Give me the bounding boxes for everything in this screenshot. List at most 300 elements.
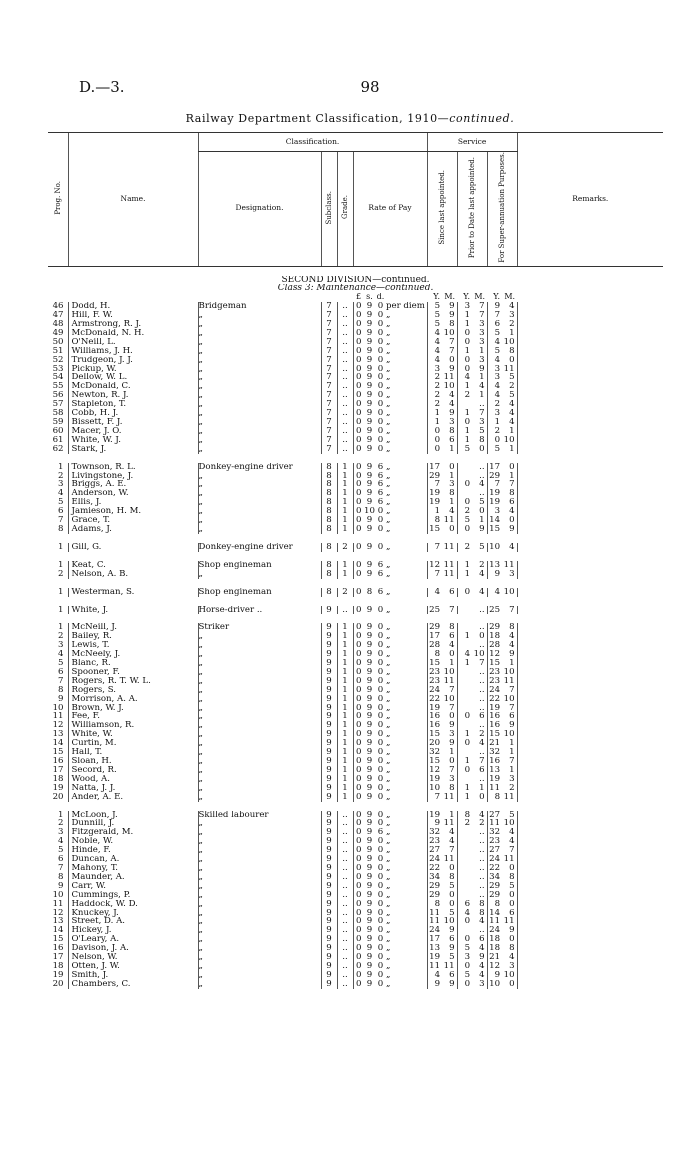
cell-super-months: 4 [509, 507, 515, 517]
cell-name: Hill, F. W. [68, 311, 198, 320]
cell-prior-years: 1 [457, 427, 472, 436]
cell-since-months: 6 [449, 970, 455, 980]
cell-name: Davison, J. A. [68, 944, 198, 953]
cell-since-months: 11 [443, 792, 455, 802]
cell-super-years: 12 [487, 650, 502, 659]
table-row [48, 962, 663, 971]
table-row [48, 570, 663, 579]
table-row [48, 882, 663, 891]
cell-pay-period: „ [386, 605, 391, 615]
header-name: Name. [68, 133, 198, 267]
cell-prior-months: .. [479, 828, 485, 838]
cell-since-years: 8 [427, 650, 442, 659]
cell-pay-shillings: 9 [366, 311, 373, 321]
cell-pay-period: „ [386, 783, 391, 793]
cell-subclass: 8 [321, 463, 337, 472]
cell-pay-pence: 0 [377, 917, 384, 927]
table-row [48, 338, 663, 347]
cell-prior-years [457, 846, 472, 855]
cell-name: Briggs, A. E. [68, 480, 198, 489]
cell-pay-shillings: 9 [366, 828, 373, 838]
unit-months: M. [444, 293, 456, 302]
cell-since-years: 10 [427, 784, 442, 793]
cell-super-years: 29 [487, 882, 502, 891]
cell-pay-pounds: 0 [353, 686, 364, 695]
cell-pay-shillings: 9 [366, 979, 373, 989]
cell-pay-pence: 0 [377, 757, 384, 766]
cell-pay-period: „ [386, 364, 391, 374]
cell-prior-years: 1 [457, 793, 472, 802]
cell-since-years: 0 [427, 436, 442, 445]
cell-prog-no: 6 [58, 667, 64, 677]
cell-designation: „ [198, 436, 321, 445]
cell-pay-pounds: 0 [353, 436, 364, 445]
cell-pay-period: „ [386, 320, 391, 329]
cell-pay-shillings: 9 [366, 471, 373, 481]
cell-since-years: 16 [427, 721, 442, 730]
cell-pay-pence: 0 [377, 846, 384, 856]
cell-pay-pounds: 0 [353, 302, 364, 311]
cell-prog-no: 8 [58, 524, 64, 534]
cell-designation: „ [198, 721, 321, 730]
cell-grade: 1 [337, 463, 353, 472]
cell-pay-pence: 0 [377, 659, 384, 668]
cell-pay-pence: 0 [377, 426, 384, 436]
cell-prior-months: 5 [479, 542, 485, 552]
cell-pay-shillings: 9 [366, 721, 373, 731]
cell-grade: 1 [337, 677, 353, 686]
cell-since-months: 0 [449, 355, 455, 365]
cell-pay-shillings: 9 [366, 498, 373, 508]
cell-name: Williamson, R. [68, 721, 198, 730]
header-rate-of-pay: Rate of Pay [353, 152, 427, 267]
cell-designation: „ [198, 828, 321, 837]
cell-prior-months: 4 [479, 961, 485, 971]
cell-prior-years: 0 [457, 480, 472, 489]
cell-pay-pounds: 0 [353, 677, 364, 686]
table-row [48, 695, 663, 704]
cell-designation: „ [198, 757, 321, 766]
cell-prior-months: 6 [479, 765, 485, 775]
cell-grade: .. [337, 846, 353, 855]
cell-remarks [517, 329, 663, 338]
cell-pay-shillings: 9 [366, 881, 373, 891]
cell-pay-period: „ [386, 516, 391, 525]
cell-remarks [517, 944, 663, 953]
running-title [0, 112, 700, 125]
cell-designation: „ [198, 641, 321, 650]
cell-since-months: 1 [449, 498, 455, 508]
cell-since-months: 7 [449, 765, 455, 775]
cell-pay-pence: 0 [377, 507, 384, 517]
cell-prog-no: 48 [52, 320, 64, 329]
cell-pay-pounds: 0 [353, 623, 364, 632]
cell-remarks [517, 686, 663, 695]
cell-prior-years: 3 [457, 953, 472, 962]
cell-super-years: 19 [487, 704, 502, 713]
cell-since-months: 6 [449, 935, 455, 945]
cell-remarks [517, 382, 663, 391]
cell-pay-shillings: 9 [366, 765, 373, 775]
cell-prior-months: .. [479, 863, 485, 873]
cell-prior-years: 1 [457, 561, 472, 570]
cell-prior-months: 8 [479, 899, 485, 909]
cell-super-months: 6 [509, 908, 515, 918]
cell-prog-no: 53 [52, 364, 64, 374]
cell-designation: „ [198, 418, 321, 427]
cell-pay-pounds: 0 [353, 811, 364, 820]
cell-prior-months: 3 [479, 337, 485, 347]
cell-pay-shillings: 9 [366, 650, 373, 660]
cell-pay-pounds: 0 [353, 971, 364, 980]
cell-super-months: 3 [509, 311, 515, 321]
cell-prog-no: 11 [52, 712, 64, 722]
cell-pay-pence: 0 [377, 783, 384, 793]
cell-pay-pounds: 0 [353, 338, 364, 347]
cell-pay-pounds: 0 [353, 347, 364, 356]
cell-pay-shillings: 9 [366, 605, 373, 615]
cell-designation: „ [198, 311, 321, 320]
cell-pay-pence: 0 [377, 855, 384, 864]
header-since-last: Since last appointed. [427, 152, 457, 267]
cell-super-years: 23 [487, 677, 502, 686]
cell-super-months: 8 [509, 944, 515, 954]
cell-grade: .. [337, 347, 353, 356]
cell-prior-months: 4 [479, 382, 485, 392]
cell-pay-pounds: 0 [353, 632, 364, 641]
cell-designation: „ [198, 632, 321, 641]
cell-since-months: 9 [449, 409, 455, 418]
cell-name: Dodd, H. [68, 302, 198, 311]
cell-prog-no: 10 [52, 890, 64, 900]
cell-remarks [517, 882, 663, 891]
cell-subclass: 7 [321, 347, 337, 356]
cell-pay-pounds: 0 [353, 926, 364, 935]
cell-pay-period: „ [386, 855, 391, 864]
cell-pay-shillings: 9 [366, 757, 373, 766]
cell-prog-no: 51 [52, 346, 64, 356]
cell-remarks [517, 650, 663, 659]
cell-prog-no: 16 [52, 757, 64, 766]
cell-pay-shillings: 9 [366, 302, 373, 312]
table-row [48, 400, 663, 409]
cell-subclass: 9 [321, 757, 337, 766]
cell-since-months: 7 [449, 685, 455, 695]
cell-prog-no: 1 [58, 462, 64, 472]
cell-subclass: 9 [321, 962, 337, 971]
cell-pay-pounds: 0 [353, 855, 364, 864]
cell-pay-pence: 6 [377, 498, 384, 508]
cell-super-years: 11 [487, 784, 502, 793]
cell-remarks [517, 721, 663, 730]
cell-since-months: 0 [449, 712, 455, 722]
cell-grade: .. [337, 980, 353, 989]
cell-name: Dunnill, J. [68, 819, 198, 828]
cell-super-years: 8 [487, 900, 502, 909]
cell-super-months: 0 [509, 863, 515, 873]
cell-pay-pence: 0 [377, 730, 384, 740]
cell-prior-years [457, 641, 472, 650]
cell-subclass: 9 [321, 712, 337, 721]
cell-prog-no: 13 [52, 917, 64, 927]
cell-prog-no: 17 [52, 765, 64, 775]
cell-pay-shillings: 9 [366, 676, 373, 686]
cell-subclass: 9 [321, 935, 337, 944]
cell-pay-shillings: 9 [366, 409, 373, 418]
cell-super-months: 10 [503, 435, 515, 445]
cell-super-months: 2 [509, 382, 515, 392]
cell-pay-pence: 0 [377, 863, 384, 873]
cell-since-months: 9 [449, 979, 455, 989]
cell-since-years: 24 [427, 686, 442, 695]
cell-name: Wood, A. [68, 775, 198, 784]
cell-prog-no: 54 [52, 373, 64, 383]
cell-designation: „ [198, 864, 321, 873]
cell-pay-pounds: 0 [353, 828, 364, 837]
cell-prior-months: 6 [479, 712, 485, 722]
cell-prior-months: .. [479, 605, 485, 615]
cell-super-months: 5 [509, 391, 515, 401]
cell-prog-no: 6 [58, 855, 64, 864]
cell-super-months: 4 [509, 828, 515, 838]
cell-since-months: 0 [449, 863, 455, 873]
cell-grade: 1 [337, 650, 353, 659]
cell-pay-shillings: 9 [366, 641, 373, 651]
cell-grade: 1 [337, 472, 353, 481]
cell-pay-pounds: 0 [353, 704, 364, 713]
cell-pay-pence: 0 [377, 382, 384, 392]
cell-grade: 1 [337, 525, 353, 534]
cell-prog-no: 59 [52, 418, 64, 427]
cell-pay-pounds: 0 [353, 891, 364, 900]
cell-super-years: 15 [487, 730, 502, 739]
cell-subclass: 7 [321, 356, 337, 365]
cell-prior-months: 1 [479, 516, 485, 525]
cell-since-years: 7 [427, 570, 442, 579]
cell-pay-period: „ [386, 961, 391, 971]
cell-since-years: 2 [427, 373, 442, 382]
cell-pay-pence: 0 [377, 899, 384, 909]
cell-pay-pounds: 0 [353, 561, 364, 570]
cell-since-months: 3 [449, 730, 455, 740]
cell-remarks [517, 980, 663, 989]
cell-pay-pounds: 0 [353, 712, 364, 721]
cell-designation: „ [198, 712, 321, 721]
cell-prior-years: 5 [457, 971, 472, 980]
cell-prior-months: .. [479, 685, 485, 695]
cell-since-months: 4 [449, 641, 455, 651]
cell-designation: „ [198, 891, 321, 900]
cell-pay-period: „ [386, 650, 391, 660]
cell-grade: 2 [337, 588, 353, 597]
cell-prog-no: 6 [58, 507, 64, 517]
cell-prior-months: 7 [479, 409, 485, 418]
cell-prior-years: 8 [457, 811, 472, 820]
cell-prog-no: 3 [58, 480, 64, 490]
cell-designation: „ [198, 498, 321, 507]
cell-since-months: 5 [449, 881, 455, 891]
table-row [48, 748, 663, 757]
cell-designation: „ [198, 338, 321, 347]
cell-subclass: 8 [321, 498, 337, 507]
cell-pay-shillings: 9 [366, 917, 373, 927]
cell-pay-period: „ [386, 944, 391, 954]
cell-prior-years [457, 623, 472, 632]
cell-pay-shillings: 9 [366, 783, 373, 793]
cell-designation: Horse-driver .. [198, 606, 321, 615]
cell-grade: 1 [337, 757, 353, 766]
cell-prog-no: 8 [58, 685, 64, 695]
cell-pay-pence: 0 [377, 792, 384, 802]
cell-pay-shillings: 9 [366, 792, 373, 802]
cell-since-months: 1 [449, 659, 455, 668]
cell-super-years: 1 [487, 418, 502, 427]
cell-super-years: 32 [487, 828, 502, 837]
cell-subclass: 9 [321, 953, 337, 962]
cell-since-months: 11 [443, 560, 455, 570]
table-row [48, 463, 663, 472]
cell-grade: .. [337, 606, 353, 615]
cell-pay-pence: 6 [377, 560, 384, 570]
cell-pay-pence: 6 [377, 489, 384, 499]
table-row [48, 819, 663, 828]
cell-prior-months: 1 [479, 783, 485, 793]
cell-name: Secord, R. [68, 766, 198, 775]
table-row [48, 971, 663, 980]
cell-since-months: 10 [443, 694, 455, 704]
cell-super-months: 6 [509, 498, 515, 508]
cell-prior-years: 1 [457, 632, 472, 641]
cell-pay-pence: 0 [377, 890, 384, 900]
cell-prior-years [457, 882, 472, 891]
cell-subclass: 9 [321, 606, 337, 615]
cell-prog-no: 4 [58, 837, 64, 847]
cell-pay-period: „ [386, 409, 391, 418]
cell-pay-pence: 0 [377, 328, 384, 338]
group-spacer [48, 597, 663, 606]
cell-grade: 1 [337, 659, 353, 668]
cell-designation: „ [198, 356, 321, 365]
cell-super-years: 3 [487, 409, 502, 418]
cell-pay-shillings: 9 [366, 659, 373, 668]
cell-name: Pickup, W. [68, 365, 198, 374]
cell-prior-months: 3 [479, 328, 485, 338]
cell-pay-pounds: 0 [353, 489, 364, 498]
table-row [48, 926, 663, 935]
cell-since-years: 1 [427, 418, 442, 427]
cell-prog-no: 9 [58, 694, 64, 704]
cell-super-years: 27 [487, 846, 502, 855]
cell-prog-no: 7 [58, 516, 64, 525]
cell-subclass: 7 [321, 302, 337, 311]
cell-prior-months: 9 [479, 524, 485, 534]
cell-pay-pounds: 0 [353, 409, 364, 418]
cell-prog-no: 56 [52, 391, 64, 401]
cell-grade: .. [337, 935, 353, 944]
cell-since-years: 2 [427, 382, 442, 391]
cell-pay-shillings: 9 [366, 462, 373, 472]
cell-since-months: 1 [449, 471, 455, 481]
cell-since-months: 11 [443, 569, 455, 579]
cell-grade: .. [337, 373, 353, 382]
cell-pay-pence: 0 [377, 632, 384, 642]
table-row [48, 445, 663, 454]
cell-subclass: 8 [321, 561, 337, 570]
cell-pay-pounds: 0 [353, 695, 364, 704]
cell-pay-pounds: 0 [353, 864, 364, 873]
cell-super-years: 3 [487, 507, 502, 516]
cell-since-years: 8 [427, 900, 442, 909]
cell-prior-months: 7 [479, 302, 485, 312]
cell-prior-years: 0 [457, 980, 472, 989]
cell-pay-shillings: 9 [366, 774, 373, 784]
table-row [48, 864, 663, 873]
cell-prior-years [457, 677, 472, 686]
cell-super-years: 21 [487, 953, 502, 962]
cell-prog-no: 58 [52, 409, 64, 418]
cell-pay-shillings: 9 [366, 418, 373, 427]
cell-remarks [517, 400, 663, 409]
table-row [48, 329, 663, 338]
cell-prog-no: 18 [52, 961, 64, 971]
cell-prog-no: 18 [52, 774, 64, 784]
cell-designation: Shop engineman [198, 588, 321, 597]
cell-designation: „ [198, 320, 321, 329]
cell-grade: .. [337, 320, 353, 329]
cell-since-months: 9 [449, 926, 455, 936]
cell-pay-period: „ [386, 542, 391, 552]
cell-prior-months: 7 [479, 659, 485, 668]
cell-name: Rogers, S. [68, 686, 198, 695]
cell-super-months: 8 [509, 872, 515, 882]
cell-designation: „ [198, 837, 321, 846]
cell-pay-shillings: 9 [366, 524, 373, 534]
cell-since-years: 15 [427, 659, 442, 668]
cell-super-years: 11 [487, 819, 502, 828]
cell-pay-shillings: 9 [366, 953, 373, 962]
cell-prior-months: 1 [479, 373, 485, 383]
cell-prior-months: 0 [479, 792, 485, 802]
cell-since-years: 9 [427, 980, 442, 989]
table-row [48, 891, 663, 900]
cell-pay-pounds: 0 [353, 418, 364, 427]
cell-subclass: 7 [321, 311, 337, 320]
table-row [48, 846, 663, 855]
cell-since-years: 7 [427, 543, 442, 552]
cell-super-years: 18 [487, 944, 502, 953]
cell-subclass: 9 [321, 837, 337, 846]
cell-pay-period: „ [386, 489, 391, 499]
cell-remarks [517, 480, 663, 489]
cell-pay-period: „ [386, 908, 391, 918]
cell-super-years: 5 [487, 329, 502, 338]
cell-since-months: 11 [443, 542, 455, 552]
cell-pay-period: „ [386, 721, 391, 731]
cell-prog-no: 5 [58, 659, 64, 668]
cell-pay-pence: 0 [377, 337, 384, 347]
cell-designation: „ [198, 917, 321, 926]
cell-pay-period: „ [386, 703, 391, 713]
table-row [48, 900, 663, 909]
cell-subclass: 8 [321, 570, 337, 579]
cell-designation: „ [198, 427, 321, 436]
cell-designation: „ [198, 373, 321, 382]
cell-super-months: 0 [509, 890, 515, 900]
cell-pay-pounds: 0 [353, 543, 364, 552]
cell-name: Keat, C. [68, 561, 198, 570]
cell-pay-pounds: 0 [353, 463, 364, 472]
running-title-continued: continued. [449, 112, 515, 125]
